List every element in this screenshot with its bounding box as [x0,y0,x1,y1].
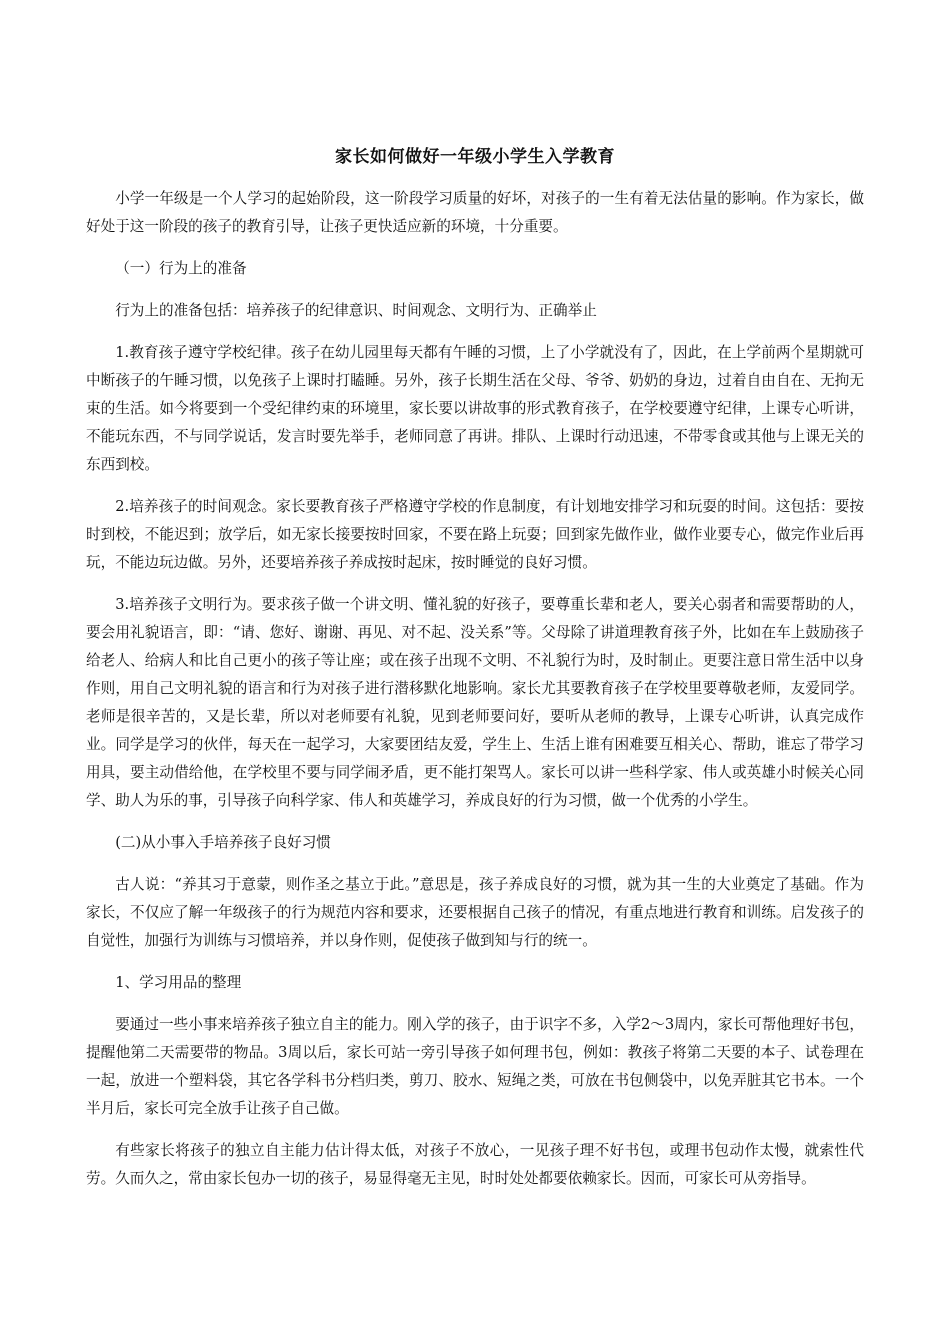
subheading-supplies: 1、学习用品的整理 [115,974,242,991]
section-heading-behavior: （一）行为上的准备 [115,260,247,277]
paragraph-intro: 小学一年级是一个人学习的起始阶段，这一阶段学习质量的好坏，对孩子的一生有着无法估量的影响。作为家长，做好处于这一阶段的孩子的教育引导，让孩子更快适应新的环境，十分重要。 [86,190,864,235]
paragraph-discipline: 1.教育孩子遵守学校纪律。孩子在幼儿园里每天都有午睡的习惯，上了小学就没有了，因此，在上学前两个星期就可中断孩子的午睡习惯，以免孩子上课时打瞌睡。另外，孩子长期生活在父母、爷爷、奶奶的身边，过着自由自在、无拘无束的生活。如今将要到一个受纪律约束的环境里，家长要以讲故事的形式教育孩子，在学校要遵守纪律，上课专心听讲，不能玩东西，不与同学说话，发言时要先举手，老师同意了再讲。排队、上课时行动迅速，不带零食或其他与上课无关的东西到校。 [86,344,864,473]
document-title: 家长如何做好一年级小学生入学教育 [335,147,615,167]
document-page [86,146,864,1207]
paragraph-time: 2.培养孩子的时间观念。家长要教育孩子严格遵守学校的作息制度，有计划地安排学习和玩耍的时间。这包括：要按时到校，不能迟到；放学后，如无家长接要按时回家，不要在路上玩耍；回到家先做作业，做作业要专心，做完作业后再玩，不能边玩边做。另外，还要培养孩子养成按时起床，按时睡觉的良好习惯。 [86,498,864,571]
paragraph-behavior-summary: 行为上的准备包括：培养孩子的纪律意识、时间观念、文明行为、正确举止 [115,302,597,319]
section-heading-habits: (二)从小事入手培养孩子良好习惯 [115,834,331,851]
paragraph-supplies: 要通过一些小事来培养孩子独立自主的能力。刚入学的孩子，由于识字不多，入学2～3周内，家长可帮他理好书包，提醒他第二天需要带的物品。3周以后，家长可站一旁引导孩子如何理书包，例如：教孩子将第二天要的本子、试卷理在一起，放进一个塑料袋，其它各学科书分档归类，剪刀、胶水、短绳之类，可放在书包侧袋中，以免弄脏其它书本。一个半月后，家长可完全放手让孩子自己做。 [86,1016,864,1117]
paragraph-habits: 古人说：“养其习于意蒙，则作圣之基立于此。”意思是，孩子养成良好的习惯，就为其一生的大业奠定了基础。作为家长，不仅应了解一年级孩子的行为规范内容和要求，还要根据自己孩子的情况，有重点地进行教育和训练。启发孩子的自觉性，加强行为训练与习惯培养，并以身作则，促使孩子做到知与行的统一。 [86,876,864,949]
paragraph-independence: 有些家长将孩子的独立自主能力估计得太低，对孩子不放心，一见孩子理不好书包，或理书包动作太慢，就索性代劳。久而久之，常由家长包办一切的孩子，易显得毫无主见，时时处处都要依赖家长。因而，可家长可从旁指导。 [86,1142,864,1187]
paragraph-civility: 3.培养孩子文明行为。要求孩子做一个讲文明、懂礼貌的好孩子，要尊重长辈和老人，要关心弱者和需要帮助的人，要会用礼貌语言，即：“请、您好、谢谢、再见、对不起、没关系”等。父母除了讲道理教育孩子外，比如在车上鼓励孩子给老人、给病人和比自己更小的孩子等让座；或在孩子出现不文明、不礼貌行为时，及时制止。更要注意日常生活中以身作则，用自己文明礼貌的语言和行为对孩子进行潜移默化地影响。家长尤其要教育孩子在学校里要尊敬老师，友爱同学。老师是很辛苦的，又是长辈，所以对老师要有礼貌，见到老师要问好，要听从老师的教导，上课专心听讲，认真完成作业。同学是学习的伙伴，每天在一起学习，大家要团结友爱，学生上、生活上谁有困难要互相关心、帮助，谁忘了带学习用具，要主动借给他，在学校里不要与同学闹矛盾，更不能打架骂人。家长可以讲一些科学家、伟人或英雄小时候关心同学、助人为乐的事，引导孩子向科学家、伟人和英雄学习，养成良好的行为习惯，做一个优秀的小学生。 [86,596,864,809]
